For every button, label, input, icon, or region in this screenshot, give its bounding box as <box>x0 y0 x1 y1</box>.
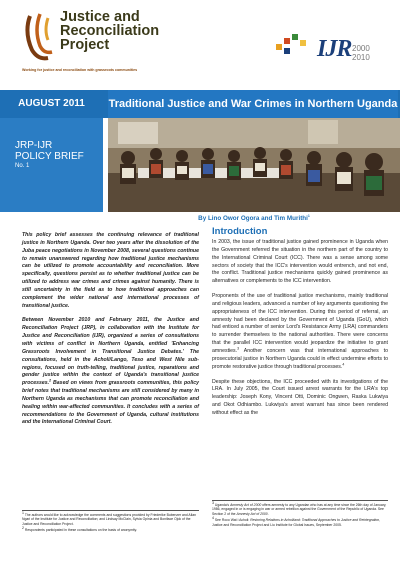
footnote-3-text-b: offers amnesty to any Ugandan who has at any time since the 26th day of January, 1986, engaged in or is engaging in war or armed rebellion against the Government of the Republic of Uganda. See Section 2 of the <box>212 503 387 516</box>
footnote-3-mark: 3 <box>212 501 214 505</box>
footnote-mark-2: 2 <box>49 378 52 383</box>
summary-paragraph-1: This policy brief assesses the continuing relevance of traditional justice in Northern Uganda. Over two years after the dissolution of the Juba peace negotiations in November 2008, several questions continue to remain unanswered regarding how traditional justice mechanisms can be utilized to promote accountability and reconciliation. More specifically, questions persist as to whether traditional justice can be utilized to address war crimes and crimes against humanity. There is still uncertainty in the field as to how traditional approaches can complement the wider national and international processes of transitional justice. <box>22 232 199 309</box>
introduction-heading: Introduction <box>212 226 268 237</box>
footnotes-left <box>22 510 199 535</box>
footnote-4-report-title: Restoring Relations in Acholiland: Traditional Approaches to Justice and Reintegration <box>250 518 380 523</box>
footnote-4-text-a: See Roco Wat i Acholi: <box>213 518 251 523</box>
summary-column <box>22 232 199 434</box>
authors-footnote-mark: 1 <box>307 213 310 218</box>
consultation-meeting-photo <box>108 118 400 212</box>
footnote-3-act-title-1: Amnesty Act of 2000 <box>230 503 262 508</box>
introduction-paragraph-2 <box>212 293 388 371</box>
footnote-3-text-a: Uganda's <box>213 503 231 508</box>
ijr-year-end: 2010 <box>352 53 370 62</box>
footnote-1-text: The authors would like to acknowledge the comments and suggestions provided by Friederike Bubenzer and Allan Ngari of the Institute for Justice and Reconciliation; and Lindsay McClain, Sylvia Opinia and Boniface Ojok of the Justice and Reconciliation Project. <box>22 513 196 526</box>
footnote-3 <box>212 503 388 516</box>
footnote-1 <box>22 513 199 526</box>
footnote-4 <box>212 518 388 527</box>
document-title: Traditional Justice and War Crimes in Northern Uganda <box>108 90 398 118</box>
footnotes-right <box>212 500 388 529</box>
publication-date: AUGUST 2011 <box>0 90 103 118</box>
introduction-paragraph-2-part-a: Proponents of the use of traditional justice mechanisms, mainly traditional and religious leaders, advanced a number of key arguments questioning the appropriateness of the ICC intervention. During this period of referral, an amnesty had been declared by the Government of Uganda (GoU), which had enticed a number of senior Lord's Resistance Army (LRA) commanders to surrender themselves to the national authorities. There were concerns that the parallel ICC intervention would jeopardize the initiative to grant amnesties. <box>212 293 388 354</box>
brief-number: No. 1 <box>15 163 30 169</box>
footnote-mark-4: 4 <box>342 361 345 366</box>
jrp-tagline: Working for justice and reconciliation with grassroots communities <box>22 68 138 72</box>
policy-brief-box <box>0 118 103 212</box>
authors-line <box>108 215 400 222</box>
jrp-name-line1: Justice and <box>60 9 140 25</box>
footnote-2 <box>22 528 199 532</box>
footnote-4-mark: 4 <box>212 516 214 521</box>
title-banner <box>0 90 400 118</box>
introduction-paragraph-2-part-b: Another concern was that international approaches to prosecutorial justice in Northern Uganda could in effect undermine efforts to promote restorative justice through traditional processes. <box>212 347 388 370</box>
footnote-3-act-title-2: Amnesty Act of 2000 <box>236 511 268 516</box>
footnote-3-text-c: . <box>267 511 269 516</box>
jrp-organization-name <box>60 10 200 52</box>
ijr-logo <box>272 30 382 74</box>
ijr-name: IJR <box>317 36 352 62</box>
footnote-mark-3: 3 <box>237 346 240 351</box>
document-header <box>0 0 400 88</box>
ijr-year-start: 2000 <box>352 44 370 53</box>
authors-text: By Lino Owor Ogora and Tim Murithi <box>198 215 308 222</box>
jrp-name-line3: Project <box>60 37 110 53</box>
introduction-paragraph-1: In 2003, the issue of traditional justice gained prominence in Uganda when the Government referred the situation in the northern part of the country to the International Criminal Court (ICC). There was a sense among some sectors of society that the ICC's intervention would entrench, and not end, the conflict. Traditional justice mechanisms quickly gained prominence as alternatives or complements to the ICC intervention. <box>212 239 388 285</box>
brief-series: JRP-IJR <box>15 140 53 151</box>
summary-paragraph-2-part-b: Based on views from grassroots communities, this policy brief notes that traditional mechanisms are still considered by many in Northern Uganda as mechanisms that can promote reconciliation and healing within war-affected communities. It concludes with a series of recommendations to the Government of Uganda, cultural institutions and the International Criminal Court. <box>22 380 199 426</box>
ijr-emblem-icon <box>272 30 316 74</box>
jrp-name-line2: Reconciliation <box>60 23 160 39</box>
footnote-4-text-b: , Justice and Reconciliation Project and Liu Institute for Global Issues, September 2005. <box>212 518 381 527</box>
footnote-2-text: Respondents participated in these consultations on the basis of anonymity. <box>23 528 137 533</box>
footnote-2-mark: 2 <box>22 526 24 531</box>
introduction-paragraph-3: Despite these objections, the ICC proceeded with its investigations of the LRA. In July 2005, the Court issued arrest warrants for the LRA's top leadership: Joseph Kony, Vincent Otti, Dominic Ongwen, Raska Lukwiya and Okot Odhiambo. Lukwiya's arrest warrant has since been rendered without effect as the <box>212 378 388 416</box>
meeting-photo-image <box>108 118 400 212</box>
ijr-years <box>352 44 370 62</box>
introduction-column <box>212 226 388 425</box>
footnote-1-mark: 1 <box>22 511 24 515</box>
summary-paragraph-2-part-a: Between November 2010 and February 2011, the Justice and Reconciliation Project (JRP), in collaboration with the Institute for Justice and Reconciliation (IJR), organized a series of consultations with victims of conflict in Northern Uganda, entitled 'Enhancing Grassroots Involvement in Transitional Justice Debates.' The consultations, held in the Acholi/Lango, Teso and West Nile sub-regions, focused on truth-telling, traditional justice, reparations and gender justice within the context of Uganda's transitional justice processes. <box>22 317 199 387</box>
brief-type: POLICY BRIEF <box>15 151 84 162</box>
summary-paragraph-2 <box>22 317 199 427</box>
